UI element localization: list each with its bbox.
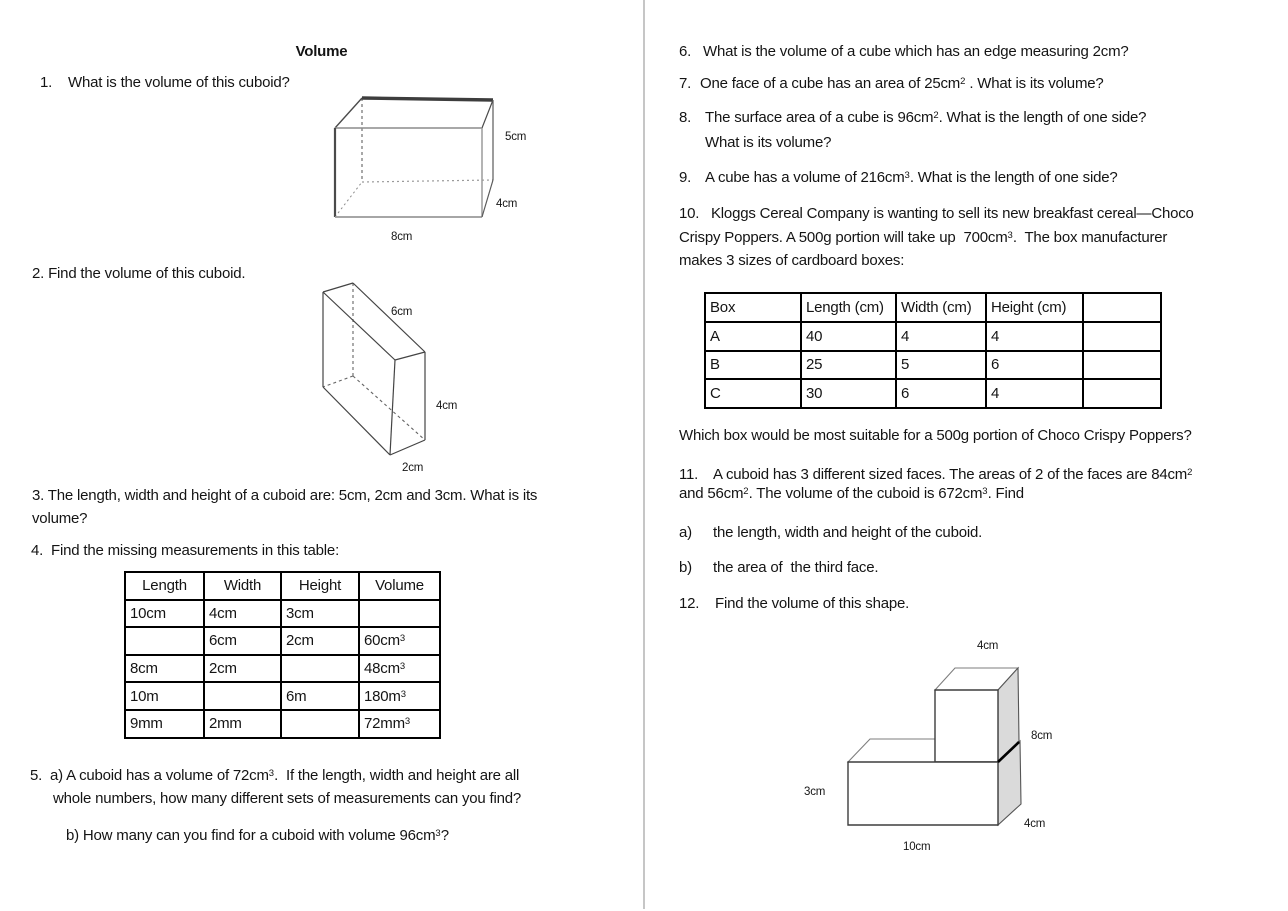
question-12	[679, 594, 909, 613]
question-3-line2: volume?	[32, 510, 88, 527]
table-cell: 40	[801, 322, 896, 351]
q12-depth-label: 4cm	[1024, 818, 1046, 830]
question-10-line2: Crispy Poppers. A 500g portion will take up $700cm^3$. The box manufacturer	[679, 229, 1168, 246]
cuboid-svg	[310, 278, 440, 463]
question-6-number: 6.	[679, 43, 692, 60]
table-cell: 2cm	[281, 627, 359, 655]
table-header-cell: Length	[125, 572, 204, 600]
table-cell: 3cm	[281, 600, 359, 628]
question-6	[679, 42, 1129, 61]
question-11-line2: and $56cm^2$. The volume of the cuboid is $672cm^3$. Find	[679, 485, 1024, 502]
table-cell: 9mm	[125, 710, 204, 738]
table-row	[125, 710, 440, 738]
question-11-number: 11.	[679, 466, 699, 483]
table-cell: 8cm	[125, 655, 204, 683]
question-8-line2: What is its volume?	[705, 134, 832, 151]
question-12-text: Find the volume of this shape.	[715, 595, 910, 612]
question-9: 9. A cube has a volume of $216cm^3$. What is the length of one side?	[679, 169, 1118, 186]
table-cell: 4cm	[204, 600, 281, 628]
table-cell: 6cm	[204, 627, 281, 655]
table-cell: 30	[801, 379, 896, 408]
question-10-followup: Which box would be most suitable for a 500g portion of Choco Crispy Poppers?	[679, 427, 1192, 444]
lshape-svg	[780, 630, 1030, 830]
table-cell: 5	[896, 351, 986, 380]
question-5a-line1: 5. a) A cuboid has a volume of $72cm^3$. If the length, width and height are all	[30, 767, 520, 784]
q10-table	[704, 292, 1162, 409]
table-row	[705, 351, 1161, 380]
question-9-number: 9.	[679, 169, 692, 186]
q1-cuboid-diagram	[320, 92, 505, 232]
q1-width-label: 8cm	[391, 231, 413, 243]
table-cell: 2mm	[204, 710, 281, 738]
question-10-number: 10.	[679, 205, 700, 222]
table-cell: $48cm^3$	[359, 655, 440, 683]
q12-lshape-diagram	[780, 630, 1030, 830]
question-11a: a) the length, width and height of the cuboid.	[679, 524, 983, 541]
question-11a-letter: a)	[679, 524, 692, 541]
question-11b: b) the area of the third face.	[679, 559, 879, 576]
table-header-cell: Width (cm)	[896, 293, 986, 322]
table-cell: 4	[986, 379, 1083, 408]
table-header-cell: Length (cm)	[801, 293, 896, 322]
q1-height-label: 5cm	[505, 131, 527, 143]
q12-top-label: 4cm	[977, 640, 999, 652]
table-cell	[1083, 351, 1161, 380]
table-cell: $180m^3$	[359, 682, 440, 710]
question-2: 2. Find the volume of this cuboid.	[32, 265, 246, 282]
table-header-cell: Height (cm)	[986, 293, 1083, 322]
table-row	[125, 627, 440, 655]
question-1-text: What is the volume of this cuboid?	[68, 74, 290, 91]
table-cell: 4	[986, 322, 1083, 351]
question-8-number: 8.	[679, 109, 692, 126]
table-row	[705, 322, 1161, 351]
q1-depth-label: 4cm	[496, 198, 518, 210]
question-10-line1: 10. Kloggs Cereal Company is wanting to sell its new breakfast cereal—Choco	[679, 205, 1194, 222]
question-3-line1: 3. The length, width and height of a cuboid are: 5cm, 2cm and 3cm. What is its	[32, 487, 538, 504]
question-7-number: 7.	[679, 75, 692, 92]
q2-width-label: 2cm	[402, 462, 424, 474]
table-cell: A	[705, 322, 801, 351]
question-10-line3: makes 3 sizes of cardboard boxes:	[679, 252, 905, 269]
table-row	[125, 682, 440, 710]
table-cell: 10cm	[125, 600, 204, 628]
q12-left-label: 3cm	[804, 786, 826, 798]
table-cell	[1083, 379, 1161, 408]
table-header-cell: Box	[705, 293, 801, 322]
table-cell	[204, 682, 281, 710]
table-cell: B	[705, 351, 801, 380]
question-1	[40, 73, 290, 92]
q12-right-label: 8cm	[1031, 730, 1053, 742]
table-row	[125, 600, 440, 628]
table-cell: 4	[896, 322, 986, 351]
table-cell: 25	[801, 351, 896, 380]
table-cell: 10m	[125, 682, 204, 710]
table-cell: $72mm^3$	[359, 710, 440, 738]
table-header-row	[705, 293, 1161, 322]
table-header-cell: Height	[281, 572, 359, 600]
question-8-line1: 8. The surface area of a cube is $96cm^2$. What is the length of one side?	[679, 109, 1147, 126]
page-title: Volume	[295, 43, 348, 60]
table-cell	[359, 600, 440, 628]
table-header-cell: Volume	[359, 572, 440, 600]
q2-height-label: 4cm	[436, 400, 458, 412]
table-header-row	[125, 572, 440, 600]
table-cell: C	[705, 379, 801, 408]
table-row	[125, 655, 440, 683]
question-11-line1: 11. A cuboid has 3 different sized faces. The areas of 2 of the faces are $84cm^2$	[679, 466, 1193, 483]
table-cell	[125, 627, 204, 655]
question-1-number: 1.	[40, 74, 53, 91]
cuboid-svg	[320, 92, 505, 232]
question-5b: b) How many can you find for a cuboid with volume $96cm^3$?	[66, 827, 449, 844]
column-divider	[643, 0, 645, 909]
question-12-number: 12.	[679, 595, 700, 612]
table-cell: 6m	[281, 682, 359, 710]
table-cell: 2cm	[204, 655, 281, 683]
question-6-text: What is the volume of a cube which has an edge measuring 2cm?	[703, 43, 1129, 60]
question-4: 4. Find the missing measurements in this table:	[31, 542, 340, 559]
table-cell: $60cm^3$	[359, 627, 440, 655]
table-header-cell: Width	[204, 572, 281, 600]
question-7: 7. One face of a cube has an area of $25cm^2$ . What is its volume?	[679, 75, 1104, 92]
table-cell	[281, 710, 359, 738]
question-11b-letter: b)	[679, 559, 692, 576]
q2-length-label: 6cm	[391, 306, 413, 318]
question-5a-line2: whole numbers, how many different sets of measurements can you find?	[53, 790, 522, 807]
table-row	[705, 379, 1161, 408]
table-cell: 6	[986, 351, 1083, 380]
table-cell: 6	[896, 379, 986, 408]
table-header-cell	[1083, 293, 1161, 322]
table-cell	[281, 655, 359, 683]
q2-cuboid-diagram	[310, 278, 440, 463]
q12-bottom-label: 10cm	[903, 841, 931, 853]
table-cell	[1083, 322, 1161, 351]
q4-table	[124, 571, 441, 739]
